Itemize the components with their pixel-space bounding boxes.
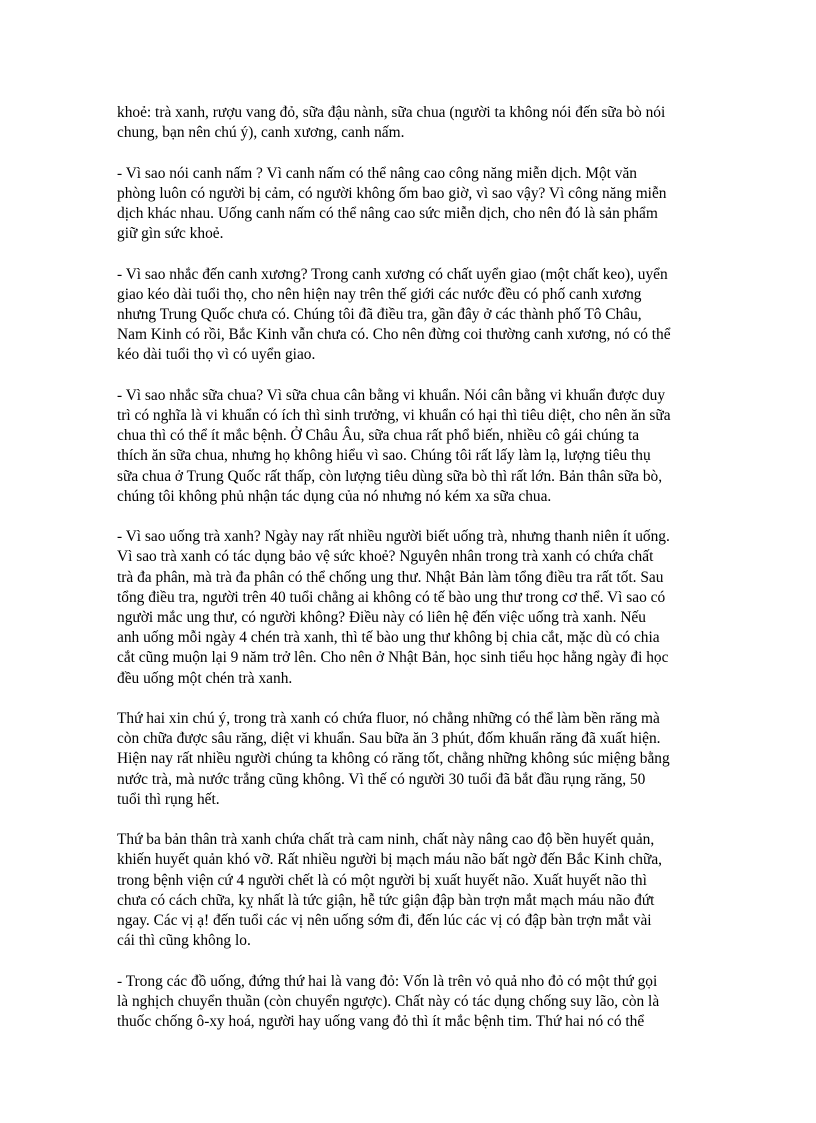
document-page [117,103,703,1052]
paragraph-green-tea-vessels: Thứ ba bản thân trà xanh chứa chất trà cam ninh, chất này nâng cao độ bền huyết quản, khiến huyết quản khó vỡ. Rất nhiều người bị mạch máu não bất ngờ đến Bắc Kinh chữa, trong bệnh viện cứ 4 người chết là có một người bị xuất huyết não. Xuất huyết não thì chưa có cách chữa, kỵ nhất là tức giận, hễ tức giận đập bàn trợn mắt mạch máu não đứt ngay. Các vị ạ! đến tuổi các vị nên uống sớm đi, đến lúc các vị có đập bàn trợn mắt vài cái thì cũng không lo. [117,831,663,950]
paragraph-green-tea: - Vì sao uống trà xanh? Ngày nay rất nhiều người biết uống trà, nhưng thanh niên ít uống. Vì sao trà xanh có tác dụng bảo vệ sức khoẻ? Nguyên nhân trong trà xanh có chứa chất trà đa phân, mà trà đa phân có thể chống ung thư. Nhật Bản làm tổng điều tra rất tốt. Sau tổng điều tra, người trên 40 tuổi chẳng ai không có tế bào ung thư trong cơ thể. Vì sao có người mắc ung thư, có người không? Điều này có liên hệ đến việc uống trà xanh. Nếu anh uống mỗi ngày 4 chén trà xanh, thì tế bào ung thư không bị chia cắt, mặc dù có chia cắt cũng muộn lại 9 năm trở lên. Cho nên ở Nhật Bản, học sinh tiểu học hằng ngày đi học đều uống một chén trà xanh. [117,528,670,687]
paragraph-yogurt: - Vì sao nhắc sữa chua? Vì sữa chua cân bằng vi khuẩn. Nói cân bằng vi khuẩn được duy trì có nghĩa là vi khuẩn có ích thì sinh trưởng, vi khuẩn có hại thì tiêu diệt, cho nên ăn sữa chua thì có thể ít mắc bệnh. Ở Châu Âu, sữa chua rất phổ biến, nhiều cô gái chúng ta thích ăn sữa chua, nhưng họ không hiểu vì sao. Chúng tôi rất lấy làm lạ, lượng tiêu thụ sữa chua ở Trung Quốc rất thấp, còn lượng tiêu dùng sữa bò thì rất lớn. Bản thân sữa bò, chúng tôi không phủ nhận tác dụng của nó nhưng nó kém xa sữa chua. [117,386,671,505]
paragraph-health-foods: khoẻ: trà xanh, rượu vang đỏ, sữa đậu nành, sữa chua (người ta không nói đến sữa bò nói chung, bạn nên chú ý), canh xương, canh nấm. [117,104,666,142]
paragraph-mushroom-soup: - Vì sao nói canh nấm ? Vì canh nấm có thể nâng cao công năng miễn dịch. Một văn phòng luôn có người bị cảm, có người không ốm bao giờ, vì sao vậy? Vì công năng miễn dịch khác nhau. Uống canh nấm có thể nâng cao sức miễn dịch, cho nên đó là sản phẩm giữ gìn sức khoẻ. [117,164,667,243]
paragraph-green-tea-fluor: Thứ hai xin chú ý, trong trà xanh có chứa fluor, nó chẳng những có thể làm bền răng mà còn chữa được sâu răng, diệt vi khuẩn. Sau bữa ăn 3 phút, đốm khuẩn răng đã xuất hiện. Hiện nay rất nhiều người chúng ta không có răng tốt, chẳng những không súc miệng bằng nước trà, mà nước trắng cũng không. Vì thế có người 30 tuổi đã bắt đầu rụng răng, 50 tuổi thì rụng hết. [117,710,670,808]
paragraph-red-wine: - Trong các đồ uống, đứng thứ hai là vang đỏ: Vốn là trên vỏ quả nho đỏ có một thứ gọi là nghịch chuyển thuần (còn chuyển ngược). Chất này có tác dụng chống suy lão, còn là thuốc chống ô-xy hoá, người hay uống vang đỏ thì ít mắc bệnh tim. Thứ hai nó có thể [117,972,660,1031]
paragraph-bone-soup: - Vì sao nhắc đến canh xương? Trong canh xương có chất uyển giao (một chất keo), uyển giao kéo dài tuổi thọ, cho nên hiện nay trên thế giới các nước đều có phố canh xương nhưng Trung Quốc chưa có. Chúng tôi đã điều tra, gần đây ở các thành phố Tô Châu, Nam Kinh có rồi, Bắc Kinh vẫn chưa có. Cho nên đừng coi thường canh xương, nó có thể kéo dài tuổi thọ vì có uyển giao. [117,265,671,364]
